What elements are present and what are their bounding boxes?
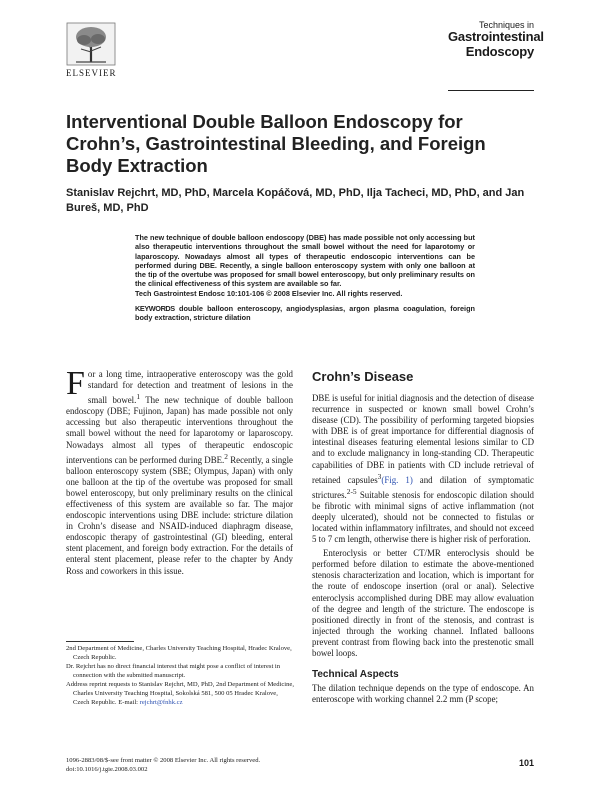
reference-1[interactable]: 1: [136, 392, 141, 402]
crohns-text-1: DBE is useful for initial diagnosis and the detection of disease recurrence in suspected or known small bowel Crohn’s disease (CD). The possibility of performing targeted biopsies with DBE is of great importance for differential diagnosis of intestinal diseases featuring elemental lesions similar to CD and to exclude malignancy in long-standing CD. Therapeutic capabilities of DBE in patients with CD include retrieval of retained capsules: [312, 393, 534, 485]
reference-3[interactable]: 3: [377, 471, 382, 481]
keywords: [135, 304, 475, 323]
abstract: [135, 233, 475, 323]
figure-1-link[interactable]: (Fig. 1): [381, 474, 413, 485]
crohns-paragraph-2: Enteroclysis or better CT/MR enteroclysis should be performed before dilation to estimate the above-mentioned stenosis characterization and location, which is important for the route of endoscope insertion (oral or anal). Selective enteroclysis accomplished during DBE may allow evaluation of the degree and length of the stricture. The endoscope is positioned directly in front of the stenosis, and contrast is injected through the working channel. Inflated balloons prevent contrast from flowing back into the prestenotic small bowel loops.: [312, 548, 534, 658]
footnote-address-text: Address reprint requests to Stanislav Rejchrt, MD, PhD, 2nd Department of Medicine, Charles University Teaching Hospital, Sokolská 581, 500 05 Hradec Kralove, Czech Republic. E-mail:: [66, 681, 294, 706]
abstract-citation: Tech Gastrointest Endosc 10:101-106 © 2008 Elsevier Inc. All rights reserved.: [135, 288, 403, 298]
technical-heading: Technical Aspects: [312, 669, 399, 681]
drop-cap: F: [66, 365, 85, 402]
reference-2[interactable]: 2: [224, 451, 228, 461]
intro-text-3: Recently, a single balloon enteroscopy system (SBE; Olympus, Japan) with only one balloon at the tip of the overtube was proposed for small bowel enteroscopy, but only preliminary results on the clinical effectiveness of this system are available so far. The major endoscopic interventions using DBE include: stricture dilation in Crohn’s disease and NSAID-induced diaphragm disease, endoscopic therapy of gastrointestinal (GI) bleeding, enteral stent placement, and foreign body extraction. For the details of enteral stent placement, please refer to the chapter by Andy Ross and coworkers in this issue.: [66, 454, 293, 576]
keywords-label: KEYWORDS: [135, 304, 175, 314]
keywords-list: double balloon enteroscopy, angiodysplasias, argon plasma coagulation, foreign body extraction, stricture dilation: [135, 304, 476, 323]
article-title: Interventional Double Balloon Endoscopy for Crohn’s, Gastrointestinal Bleeding, and Foreign Body Extraction: [66, 111, 486, 176]
email-link[interactable]: rejchrt@fnhk.cz: [139, 698, 183, 706]
page-footer: [66, 757, 366, 774]
footnote-affiliation: 2nd Department of Medicine, Charles University Teaching Hospital, Hradec Kralove, Czech Republic.: [66, 645, 292, 661]
intro-text-1: or a long time, intraoperative enteroscopy was the gold standard for detection and treatment of lesions in the small bowel.: [87, 369, 293, 406]
footnote-rule: [66, 641, 134, 642]
footnotes: [66, 645, 294, 708]
footnote-conflict: Dr. Rejchrt has no direct financial interest that might pose a conflict of interest in connection with the submitted manuscript.: [66, 663, 281, 679]
journal-title-line1: Techniques in: [478, 20, 534, 30]
publisher-name: ELSEVIER: [66, 68, 117, 78]
crohns-heading: Crohn’s Disease: [312, 369, 414, 384]
article-authors: Stanislav Rejchrt, MD, PhD, Marcela Kopáčová, MD, PhD, Ilja Tacheci, MD, PhD, and Jan Bureš, MD, PhD: [66, 187, 525, 214]
journal-title: [448, 20, 544, 91]
footnote-address: [66, 681, 294, 707]
footer-copyright: 1096-2883/08/$-see front matter © 2008 Elsevier Inc. All rights reserved.: [66, 757, 261, 764]
journal-title-line2: Gastrointestinal: [448, 29, 544, 45]
intro-text-2: The new technique of double balloon endoscopy (DBE; Fujinon, Japan) has made possible not only accessing but also therapeutic interventions throughout the small bowel without the need for laparotomy or laparoscopy. Nowadays almost all types of therapeutic endoscopic interventions can be performed during DBE.: [66, 395, 294, 465]
elsevier-logo: [66, 22, 116, 82]
technical-paragraph-1: The dilation technique depends on the type of endoscope. An enteroscope with working channel 2.2 mm (P scope;: [312, 683, 534, 705]
crohns-text-2: and dilation of symptomatic strictures.: [312, 474, 534, 500]
crohns-column: [312, 369, 534, 705]
journal-title-line3: Endoscopy: [465, 44, 534, 60]
crohns-paragraph-1: [312, 393, 534, 545]
abstract-text: The new technique of double balloon endoscopy (DBE) has made possible not only accessing but also therapeutic interventions throughout the small bowel without the need for laparotomy or laparoscopy. Nowadays almost all types of therapeutic endoscopic interventions can be performed during DBE. Recently, a single balloon enteroscopy system with only one balloon at the tip of the overtube was proposed for small bowel enteroscopy, but only preliminary results on the clinical effectiveness of this system are available so far.: [135, 233, 475, 289]
reference-2-5[interactable]: 2-5: [346, 486, 357, 496]
elsevier-tree-icon: [66, 22, 116, 66]
footer-doi: doi:10.1016/j.tgie.2008.03.002: [66, 765, 148, 773]
crohns-text-3: Suitable stenosis for endoscopic dilation should be fibrotic with minimal signs of active inflammation (not deeply ulcerated), should not be connected to fistulas or located within inflammatory infiltrates, and should not exceed 5 to 7 cm length, otherwise there is higher risk of perforation.: [312, 489, 534, 545]
intro-paragraph: [66, 365, 294, 577]
page-number: 101: [518, 758, 534, 768]
intro-column: [66, 365, 294, 577]
